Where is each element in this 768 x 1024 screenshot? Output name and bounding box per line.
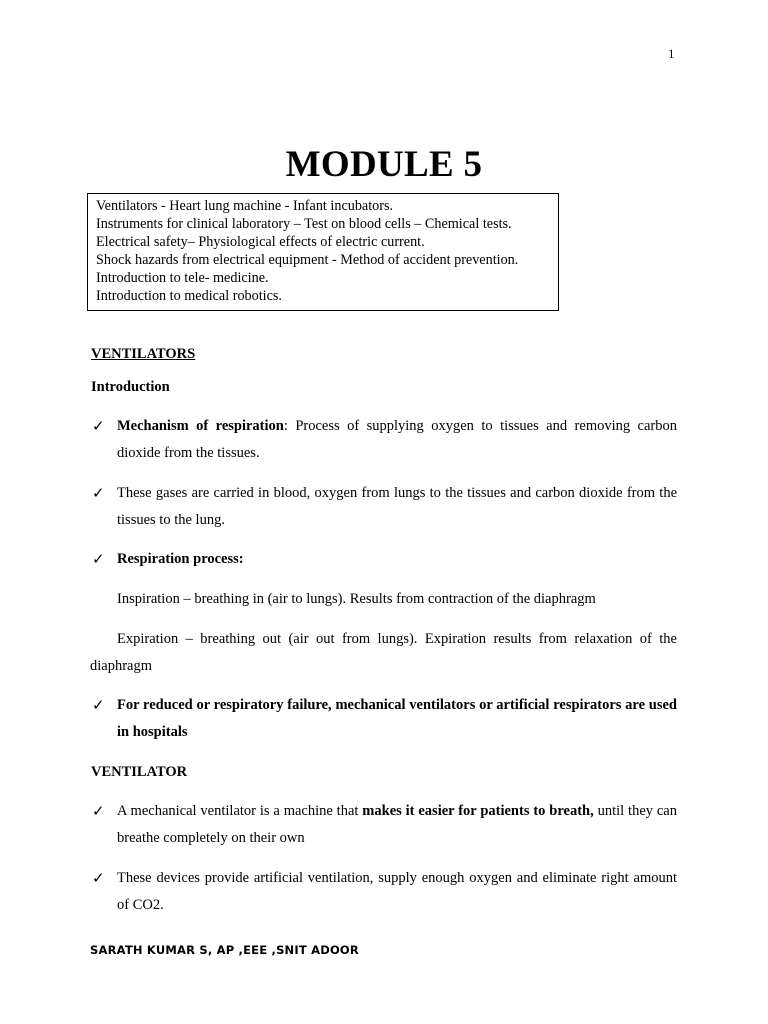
checkmark-icon: ✓: [92, 804, 105, 820]
checkmark-icon: ✓: [92, 419, 105, 435]
intro-heading: Introduction: [91, 379, 170, 395]
syllabus-line: Introduction to medical robotics.: [96, 288, 282, 304]
page-number: 1: [668, 46, 675, 61]
page-title: MODULE 5: [285, 144, 483, 185]
footer-author: SARATH KUMAR S, AP ,EEE ,SNIT ADOOR: [90, 943, 359, 957]
checkmark-icon: ✓: [92, 486, 105, 502]
syllabus-line: Shock hazards from electrical equipment - Method of accident prevention.: [96, 252, 519, 268]
syllabus-line: Instruments for clinical laboratory – Test on blood cells – Chemical tests.: [96, 216, 512, 232]
bullet-mechanical-ventilator: [117, 798, 677, 852]
bullet-mechanical-ventilator-pre: A mechanical ventilator is a machine that: [117, 803, 363, 819]
syllabus-line: Introduction to tele- medicine.: [96, 270, 269, 286]
bullet-mechanism-text: : Process of supplying oxygen to tissues and removing carbon dioxide from the tissues.: [117, 418, 678, 461]
checkmark-icon: ✓: [92, 552, 105, 568]
syllabus-line: Ventilators - Heart lung machine - Infant incubators.: [96, 198, 394, 214]
ventilator-heading: VENTILATOR: [91, 764, 188, 780]
bullet-devices: These devices provide artificial ventilation, supply enough oxygen and eliminate right amount of CO2.: [117, 870, 677, 913]
expiration-text: Expiration – breathing out (air out from lungs). Expiration results from relaxation of the diaphragm: [90, 631, 677, 674]
inspiration-text: Inspiration – breathing in (air to lungs). Results from contraction of the diaphragm: [117, 591, 596, 607]
syllabus-box: [87, 193, 559, 311]
section-heading-ventilators: VENTILATORS: [91, 346, 196, 362]
bullet-mechanical-ventilator-bold: makes it easier for patients to breath,: [362, 803, 594, 819]
checkmark-icon: ✓: [92, 871, 105, 887]
bullet-mechanism: [117, 413, 677, 467]
bullet-ventilator-use: For reduced or respiratory failure, mechanical ventilators or artificial respirators are used in hospitals: [117, 697, 677, 740]
bullet-mechanism-term: Mechanism of respiration: [117, 418, 284, 434]
bullet-gases: These gases are carried in blood, oxygen from lungs to the tissues and carbon dioxide from the tissues to the lung.: [117, 485, 677, 528]
bullet-respiration-process: Respiration process:: [117, 551, 244, 567]
checkmark-icon: ✓: [92, 698, 105, 714]
bullet-mechanical-ventilator-post: until they can breathe completely on their own: [117, 803, 677, 846]
syllabus-line: Electrical safety– Physiological effects of electric current.: [96, 234, 425, 250]
